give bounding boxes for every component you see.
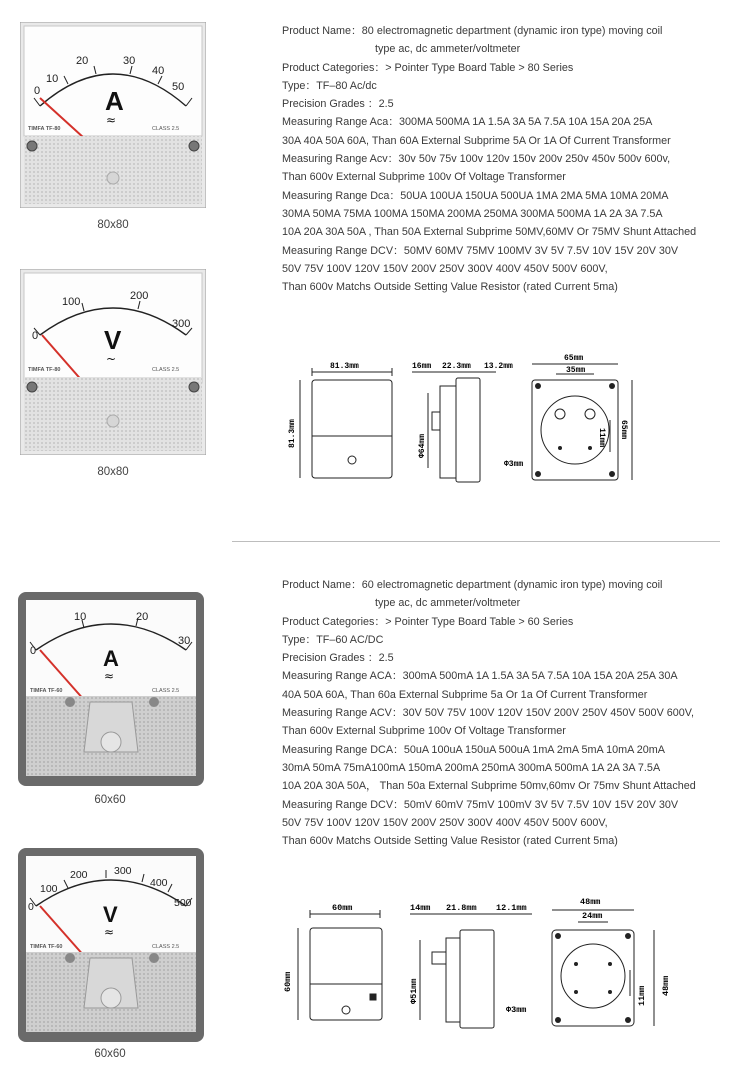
spec-line: Precision Grades ：2.5 xyxy=(282,98,394,111)
meter-tick-label: 50 xyxy=(172,81,185,93)
dim-back-height: 48mm xyxy=(661,975,671,996)
dim-depth-a: 14mm xyxy=(410,903,431,913)
spec-line: Measuring Range DCV：50MV 60MV 75MV 100MV 3V 5V 7.5V 10V 15V 20V 30V xyxy=(282,244,679,257)
meter-tick-label: 40 xyxy=(152,65,165,77)
spec-line: Than 600v External Subprime 100v Of Voltage Transformer xyxy=(282,171,566,184)
spec-line: 30MA 50MA 75MA 100MA 150MA 200MA 250MA 300MA 500MA 1A 2A 3A 7.5A xyxy=(282,207,663,220)
dim-front-width: 60mm xyxy=(332,903,353,913)
meter-tick-label: 10 xyxy=(74,611,87,623)
dim-depth-a: 16mm xyxy=(412,362,432,371)
spec-line: Measuring Range Acv：30v 50v 75v 100v 120v 150v 200v 250v 450v 500v 600v, xyxy=(282,153,671,166)
spec-line: Type：TF–80 Ac/dc xyxy=(282,79,377,92)
section-divider xyxy=(232,541,720,542)
spec-line: type ac, dc ammeter/voltmeter xyxy=(375,597,521,610)
dim-front-height: 60mm xyxy=(283,971,293,992)
meter-80-voltmeter-photo xyxy=(20,269,206,455)
dim-back-height: 65mm xyxy=(619,420,628,440)
meter-tick-label: 0 xyxy=(28,901,34,913)
svg-text:~: ~ xyxy=(106,352,117,366)
meter-unit: A xyxy=(103,646,119,671)
spec-line: Type：TF–60 AC/DC xyxy=(282,633,384,646)
dim-back-inner: 35mm xyxy=(566,366,586,375)
spec-line: Measuring Range ACA：300mA 500mA 1A 1.5A 3A 5A 7.5A 10A 15A 20A 25A 30A xyxy=(282,670,678,683)
dimension-drawing-80 xyxy=(282,348,662,493)
meter-unit: A xyxy=(105,86,124,116)
meter-tick-label: 30 xyxy=(123,55,136,67)
meter-caption: 80x80 xyxy=(97,219,129,231)
meter-tick-label: 30 xyxy=(178,635,191,647)
meter-tick-label: 200 xyxy=(130,290,149,302)
meter-class: CLASS 2.5 xyxy=(152,367,180,373)
dim-hole: Φ3mm xyxy=(506,1005,527,1015)
spec-line: Than 600v Matchs Outside Setting Value Resistor (rated Current 5ma) xyxy=(282,835,618,848)
spec-line: type ac, dc ammeter/voltmeter xyxy=(375,43,521,56)
spec-line: 10A 20A 30A 50A， Than 50a External Subprime 50mv,60mv Or 75mv Shunt Attached xyxy=(282,780,696,793)
meter-tick-label: 20 xyxy=(76,55,89,67)
dim-depth-b: 22.3mm xyxy=(442,362,471,371)
dim-body-dia: Φ51mm xyxy=(409,978,419,1004)
meter-tick-label: 20 xyxy=(136,611,149,623)
meter-class: CLASS 2.5 xyxy=(152,688,180,694)
spec-line: Product Categories：> Pointer Type Board Table > 80 Series xyxy=(282,61,574,74)
meter-60-voltmeter-photo xyxy=(18,848,204,1042)
meter-caption: 60x60 xyxy=(94,1048,126,1060)
meter-tick-label: 500 xyxy=(174,897,192,909)
dim-front-height: 81.3mm xyxy=(288,419,297,448)
spec-line: 30A 40A 50A 60A, Than 60A External Subprime 5A Or 1A Of Current Transformer xyxy=(282,134,671,147)
meter-tick-label: 300 xyxy=(114,865,132,877)
dim-stud: 11mm xyxy=(597,428,606,448)
meter-class: CLASS 2.5 xyxy=(152,126,180,132)
dim-back-width: 48mm xyxy=(580,897,601,907)
meter-brand: TIMFA TF-80 xyxy=(28,126,61,132)
meter-tick-label: 100 xyxy=(62,296,81,308)
product-spec-80 xyxy=(282,22,728,296)
meter-brand: TIMFA TF-60 xyxy=(30,688,63,694)
dimension-drawing-60 xyxy=(270,888,680,1043)
dim-depth-c: 13.2mm xyxy=(484,362,513,371)
meter-brand: TIMFA TF-80 xyxy=(28,367,61,373)
spec-line: 10A 20A 30A 50A , Than 50A External Subprime 50MV,60MV Or 75MV Shunt Attached xyxy=(282,226,697,239)
spec-line: Product Name：80 electromagnetic department (dynamic iron type) moving coil xyxy=(282,25,663,37)
svg-text:≈: ≈ xyxy=(104,925,115,939)
dim-depth-b: 21.8mm xyxy=(446,903,477,913)
dim-front-width: 81.3mm xyxy=(330,362,359,371)
meter-60-ammeter-photo xyxy=(18,592,204,786)
product-spec-60 xyxy=(282,576,728,850)
spec-line: Than 600v Matchs Outside Setting Value Resistor (rated Current 5ma) xyxy=(282,281,618,294)
spec-line: 30mA 50mA 75mA100mA 150mA 200mA 250mA 300mA 500mA 1A 2A 3A 7.5A xyxy=(282,761,661,774)
spec-line: Measuring Range Dca：50UA 100UA 150UA 500UA 1MA 2MA 5MA 10MA 20MA xyxy=(282,189,669,202)
meter-tick-label: 0 xyxy=(34,85,41,97)
meter-unit: V xyxy=(103,902,118,927)
spec-line: Measuring Range ACV：30V 50V 75V 100V 120V 150V 200V 250V 450V 500V 600V, xyxy=(282,707,694,720)
meter-caption: 60x60 xyxy=(94,794,126,806)
spec-line: Precision Grades ：2.5 xyxy=(282,652,394,665)
spec-line: Measuring Range DCA：50uA 100uA 150uA 500uA 1mA 2mA 5mA 10mA 20mA xyxy=(282,743,665,756)
meter-unit: V xyxy=(104,325,122,355)
spec-line: Measuring Range Aca：300MA 500MA 1A 1.5A 3A 5A 7.5A 10A 15A 20A 25A xyxy=(282,116,653,129)
meter-tick-label: 10 xyxy=(46,73,59,85)
meter-brand: TIMFA TF-60 xyxy=(30,944,63,950)
dim-depth-c: 12.1mm xyxy=(496,903,527,913)
spec-line: 40A 50A 60A, Than 60a External Subprime 5a Or 1a Of Current Transformer xyxy=(282,688,648,701)
meter-tick-label: 0 xyxy=(30,645,37,657)
spec-line: 50V 75V 100V 120V 150V 200V 250V 300V 400V 450V 500V 600V, xyxy=(282,262,608,275)
meter-class: CLASS 2.5 xyxy=(152,944,180,950)
spec-line: Product Name：60 electromagnetic department (dynamic iron type) moving coil xyxy=(282,579,663,591)
dim-hole: Φ3mm xyxy=(504,460,524,469)
meter-tick-label: 0 xyxy=(32,330,39,342)
dim-stud: 11mm xyxy=(637,985,647,1006)
spec-line: 50V 75V 100V 120V 150V 200V 250V 300V 400V 450V 500V 600V, xyxy=(282,816,608,829)
dim-back-inner: 24mm xyxy=(582,911,603,921)
spec-line: Than 600v External Subprime 100v Of Voltage Transformer xyxy=(282,725,566,738)
meter-tick-label: 200 xyxy=(70,869,88,881)
meter-caption: 80x80 xyxy=(97,466,129,478)
dim-body-dia: Φ64mm xyxy=(418,433,427,458)
meter-tick-label: 300 xyxy=(172,318,191,330)
meter-tick-label: 100 xyxy=(40,883,58,895)
meter-tick-label: 400 xyxy=(150,877,168,889)
spec-line: Product Categories：> Pointer Type Board Table > 60 Series xyxy=(282,615,574,628)
dim-back-width: 65mm xyxy=(564,354,584,363)
meter-80-ammeter-photo xyxy=(20,22,206,208)
spec-line: Measuring Range DCV：50mV 60mV 75mV 100mV 3V 5V 7.5V 10V 15V 20V 30V xyxy=(282,798,679,811)
svg-text:≈: ≈ xyxy=(106,113,117,127)
svg-text:≈: ≈ xyxy=(104,669,115,683)
